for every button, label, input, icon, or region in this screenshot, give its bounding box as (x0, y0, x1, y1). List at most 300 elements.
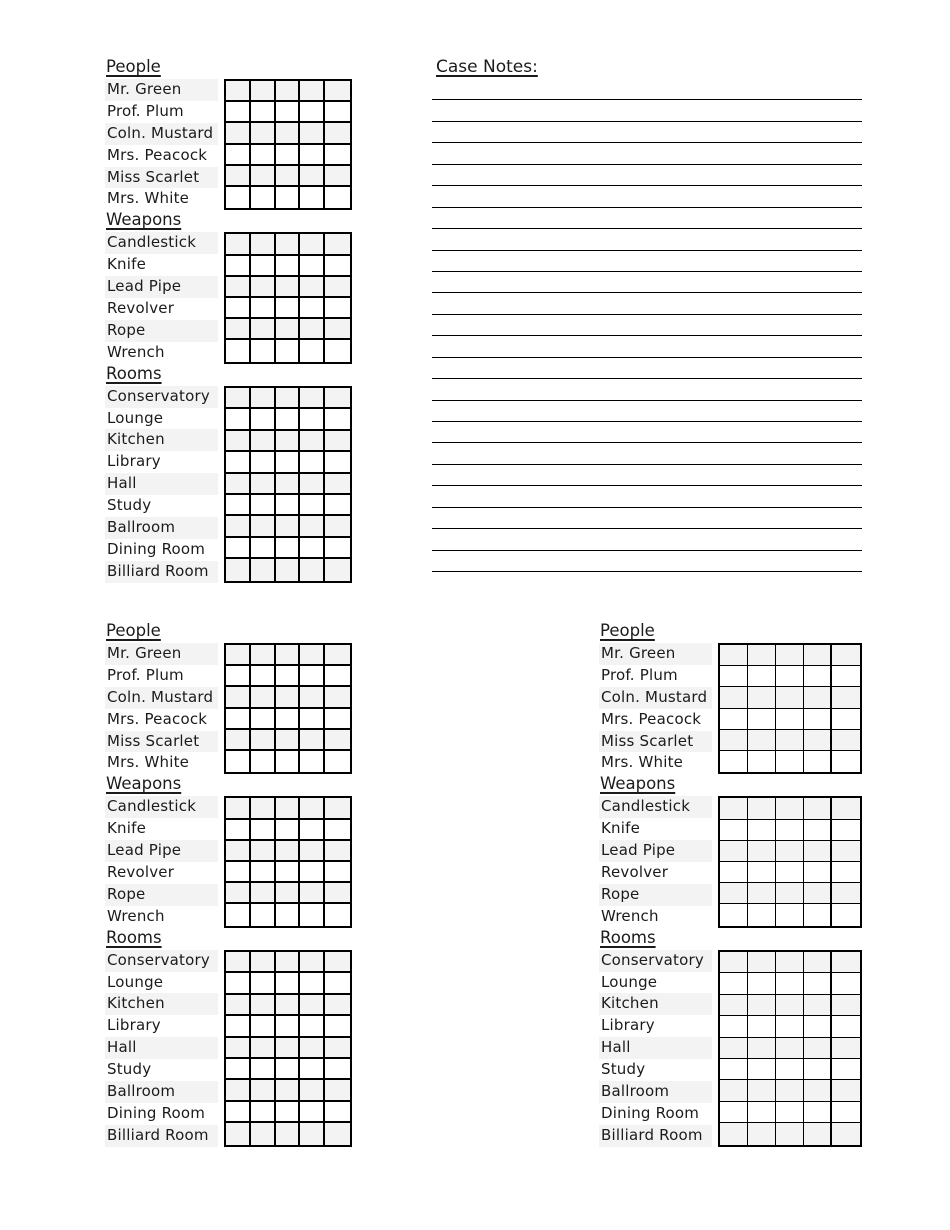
check-cell[interactable] (776, 666, 804, 687)
check-cell[interactable] (748, 841, 776, 862)
check-cell[interactable] (276, 388, 301, 409)
check-cell[interactable] (720, 1102, 748, 1123)
check-cell[interactable] (276, 452, 301, 473)
check-cell[interactable] (832, 709, 860, 730)
check-cell[interactable] (276, 516, 301, 537)
check-cell[interactable] (251, 1016, 276, 1037)
check-cell[interactable] (226, 751, 251, 772)
check-cell[interactable] (804, 952, 832, 973)
check-cell[interactable] (832, 1123, 860, 1144)
note-line[interactable] (432, 379, 862, 400)
check-cell[interactable] (804, 862, 832, 883)
check-cell[interactable] (226, 709, 251, 730)
check-cell[interactable] (325, 709, 350, 730)
check-cell[interactable] (251, 751, 276, 772)
check-cell[interactable] (804, 1016, 832, 1037)
check-cell[interactable] (325, 234, 350, 255)
check-cell[interactable] (300, 256, 325, 277)
check-cell[interactable] (251, 666, 276, 687)
check-cell[interactable] (251, 495, 276, 516)
check-cell[interactable] (226, 123, 251, 144)
check-cell[interactable] (776, 995, 804, 1016)
check-cell[interactable] (251, 709, 276, 730)
check-cell[interactable] (776, 751, 804, 772)
check-cell[interactable] (226, 820, 251, 841)
check-cell[interactable] (832, 1102, 860, 1123)
note-line[interactable] (432, 422, 862, 443)
check-cell[interactable] (251, 862, 276, 883)
check-cell[interactable] (325, 474, 350, 495)
check-cell[interactable] (748, 730, 776, 751)
check-cell[interactable] (251, 883, 276, 904)
check-cell[interactable] (325, 516, 350, 537)
check-cell[interactable] (748, 1102, 776, 1123)
check-cell[interactable] (226, 666, 251, 687)
check-cell[interactable] (251, 952, 276, 973)
note-line[interactable] (432, 358, 862, 379)
check-cell[interactable] (325, 452, 350, 473)
check-cell[interactable] (300, 516, 325, 537)
check-cell[interactable] (325, 145, 350, 166)
check-cell[interactable] (325, 81, 350, 102)
check-cell[interactable] (325, 751, 350, 772)
check-cell[interactable] (251, 277, 276, 298)
check-cell[interactable] (325, 340, 350, 361)
check-cell[interactable] (804, 1080, 832, 1101)
check-cell[interactable] (832, 820, 860, 841)
check-cell[interactable] (300, 841, 325, 862)
check-cell[interactable] (226, 883, 251, 904)
check-cell[interactable] (832, 841, 860, 862)
check-cell[interactable] (776, 1123, 804, 1144)
note-line[interactable] (432, 551, 862, 572)
check-cell[interactable] (300, 666, 325, 687)
note-line[interactable] (432, 315, 862, 336)
check-cell[interactable] (300, 798, 325, 819)
check-cell[interactable] (226, 166, 251, 187)
check-cell[interactable] (300, 452, 325, 473)
check-cell[interactable] (226, 862, 251, 883)
note-line[interactable] (432, 186, 862, 207)
check-cell[interactable] (276, 751, 301, 772)
check-cell[interactable] (325, 730, 350, 751)
note-line[interactable] (432, 465, 862, 486)
check-cell[interactable] (251, 559, 276, 580)
check-cell[interactable] (276, 431, 301, 452)
check-cell[interactable] (325, 645, 350, 666)
note-line[interactable] (432, 229, 862, 250)
check-cell[interactable] (276, 538, 301, 559)
check-cell[interactable] (300, 645, 325, 666)
check-cell[interactable] (276, 952, 301, 973)
check-cell[interactable] (226, 559, 251, 580)
check-cell[interactable] (251, 973, 276, 994)
check-cell[interactable] (720, 730, 748, 751)
check-cell[interactable] (276, 1016, 301, 1037)
note-line[interactable] (432, 401, 862, 422)
note-line[interactable] (432, 79, 862, 100)
check-cell[interactable] (776, 1016, 804, 1037)
check-cell[interactable] (325, 820, 350, 841)
check-cell[interactable] (251, 798, 276, 819)
check-cell[interactable] (300, 298, 325, 319)
check-cell[interactable] (251, 319, 276, 340)
check-cell[interactable] (276, 645, 301, 666)
check-cell[interactable] (276, 166, 301, 187)
check-cell[interactable] (226, 298, 251, 319)
check-cell[interactable] (832, 1059, 860, 1080)
check-cell[interactable] (226, 1102, 251, 1123)
check-cell[interactable] (276, 798, 301, 819)
check-cell[interactable] (251, 474, 276, 495)
check-cell[interactable] (748, 973, 776, 994)
check-cell[interactable] (276, 820, 301, 841)
check-cell[interactable] (832, 904, 860, 925)
check-cell[interactable] (276, 495, 301, 516)
check-cell[interactable] (226, 516, 251, 537)
check-cell[interactable] (325, 538, 350, 559)
check-cell[interactable] (226, 431, 251, 452)
check-cell[interactable] (226, 730, 251, 751)
check-cell[interactable] (748, 645, 776, 666)
check-cell[interactable] (251, 1038, 276, 1059)
check-cell[interactable] (276, 81, 301, 102)
check-cell[interactable] (804, 1059, 832, 1080)
check-cell[interactable] (276, 256, 301, 277)
check-cell[interactable] (300, 319, 325, 340)
note-line[interactable] (432, 486, 862, 507)
check-cell[interactable] (748, 798, 776, 819)
check-cell[interactable] (251, 904, 276, 925)
check-cell[interactable] (276, 1038, 301, 1059)
check-cell[interactable] (776, 973, 804, 994)
check-cell[interactable] (325, 904, 350, 925)
check-cell[interactable] (300, 538, 325, 559)
check-cell[interactable] (226, 841, 251, 862)
check-cell[interactable] (748, 1059, 776, 1080)
check-cell[interactable] (226, 388, 251, 409)
check-cell[interactable] (226, 495, 251, 516)
check-cell[interactable] (832, 1016, 860, 1037)
check-cell[interactable] (832, 687, 860, 708)
check-cell[interactable] (748, 666, 776, 687)
check-cell[interactable] (832, 666, 860, 687)
check-cell[interactable] (748, 820, 776, 841)
check-cell[interactable] (325, 1059, 350, 1080)
check-cell[interactable] (276, 187, 301, 208)
check-cell[interactable] (325, 409, 350, 430)
check-cell[interactable] (251, 730, 276, 751)
note-line[interactable] (432, 293, 862, 314)
check-cell[interactable] (251, 538, 276, 559)
check-cell[interactable] (300, 995, 325, 1016)
check-cell[interactable] (276, 123, 301, 144)
check-cell[interactable] (276, 102, 301, 123)
check-cell[interactable] (300, 883, 325, 904)
check-cell[interactable] (748, 1080, 776, 1101)
check-cell[interactable] (804, 666, 832, 687)
check-cell[interactable] (776, 798, 804, 819)
check-cell[interactable] (276, 474, 301, 495)
check-cell[interactable] (720, 820, 748, 841)
check-cell[interactable] (300, 559, 325, 580)
check-cell[interactable] (251, 81, 276, 102)
note-line[interactable] (432, 336, 862, 357)
note-line[interactable] (432, 208, 862, 229)
check-cell[interactable] (276, 1080, 301, 1101)
note-line[interactable] (432, 143, 862, 164)
note-line[interactable] (432, 508, 862, 529)
check-cell[interactable] (776, 841, 804, 862)
check-cell[interactable] (720, 973, 748, 994)
check-cell[interactable] (276, 340, 301, 361)
check-cell[interactable] (226, 340, 251, 361)
check-cell[interactable] (300, 277, 325, 298)
check-cell[interactable] (325, 187, 350, 208)
check-cell[interactable] (226, 277, 251, 298)
check-cell[interactable] (325, 1102, 350, 1123)
check-cell[interactable] (804, 730, 832, 751)
check-cell[interactable] (720, 883, 748, 904)
check-cell[interactable] (251, 145, 276, 166)
check-cell[interactable] (832, 973, 860, 994)
check-cell[interactable] (300, 145, 325, 166)
check-cell[interactable] (325, 431, 350, 452)
check-cell[interactable] (300, 1123, 325, 1144)
check-cell[interactable] (300, 862, 325, 883)
check-cell[interactable] (832, 1038, 860, 1059)
check-cell[interactable] (300, 952, 325, 973)
check-cell[interactable] (325, 883, 350, 904)
check-cell[interactable] (226, 1123, 251, 1144)
check-cell[interactable] (226, 995, 251, 1016)
check-cell[interactable] (720, 687, 748, 708)
check-cell[interactable] (276, 862, 301, 883)
check-cell[interactable] (300, 1102, 325, 1123)
check-cell[interactable] (226, 256, 251, 277)
check-cell[interactable] (804, 1123, 832, 1144)
check-cell[interactable] (251, 1102, 276, 1123)
check-cell[interactable] (276, 1059, 301, 1080)
note-line[interactable] (432, 100, 862, 121)
check-cell[interactable] (276, 883, 301, 904)
check-cell[interactable] (804, 841, 832, 862)
check-cell[interactable] (776, 730, 804, 751)
check-cell[interactable] (325, 798, 350, 819)
check-cell[interactable] (748, 952, 776, 973)
check-cell[interactable] (325, 995, 350, 1016)
check-cell[interactable] (748, 1123, 776, 1144)
check-cell[interactable] (720, 798, 748, 819)
check-cell[interactable] (226, 234, 251, 255)
check-cell[interactable] (748, 1016, 776, 1037)
check-cell[interactable] (776, 709, 804, 730)
check-cell[interactable] (720, 709, 748, 730)
check-cell[interactable] (276, 277, 301, 298)
check-cell[interactable] (251, 256, 276, 277)
check-cell[interactable] (748, 995, 776, 1016)
check-cell[interactable] (325, 1016, 350, 1037)
check-cell[interactable] (251, 452, 276, 473)
check-cell[interactable] (276, 730, 301, 751)
check-cell[interactable] (325, 1123, 350, 1144)
check-cell[interactable] (804, 820, 832, 841)
check-cell[interactable] (720, 995, 748, 1016)
check-cell[interactable] (251, 388, 276, 409)
check-cell[interactable] (325, 559, 350, 580)
check-cell[interactable] (276, 1123, 301, 1144)
check-cell[interactable] (251, 820, 276, 841)
check-cell[interactable] (832, 995, 860, 1016)
check-cell[interactable] (325, 841, 350, 862)
check-cell[interactable] (804, 751, 832, 772)
check-cell[interactable] (804, 904, 832, 925)
check-cell[interactable] (300, 973, 325, 994)
check-cell[interactable] (251, 409, 276, 430)
check-cell[interactable] (300, 409, 325, 430)
check-cell[interactable] (251, 1080, 276, 1101)
check-cell[interactable] (776, 820, 804, 841)
check-cell[interactable] (226, 187, 251, 208)
check-cell[interactable] (300, 820, 325, 841)
check-cell[interactable] (300, 340, 325, 361)
check-cell[interactable] (251, 516, 276, 537)
check-cell[interactable] (226, 409, 251, 430)
check-cell[interactable] (226, 1080, 251, 1101)
check-cell[interactable] (251, 166, 276, 187)
note-line[interactable] (432, 443, 862, 464)
check-cell[interactable] (832, 730, 860, 751)
check-cell[interactable] (776, 1038, 804, 1059)
check-cell[interactable] (251, 298, 276, 319)
check-cell[interactable] (251, 102, 276, 123)
check-cell[interactable] (300, 474, 325, 495)
check-cell[interactable] (748, 904, 776, 925)
check-cell[interactable] (832, 798, 860, 819)
check-cell[interactable] (804, 645, 832, 666)
check-cell[interactable] (300, 1038, 325, 1059)
check-cell[interactable] (276, 973, 301, 994)
check-cell[interactable] (776, 687, 804, 708)
check-cell[interactable] (226, 645, 251, 666)
check-cell[interactable] (300, 1016, 325, 1037)
check-cell[interactable] (276, 687, 301, 708)
check-cell[interactable] (325, 388, 350, 409)
check-cell[interactable] (300, 187, 325, 208)
note-line[interactable] (432, 251, 862, 272)
check-cell[interactable] (226, 474, 251, 495)
check-cell[interactable] (748, 862, 776, 883)
check-cell[interactable] (325, 123, 350, 144)
check-cell[interactable] (226, 1059, 251, 1080)
check-cell[interactable] (804, 995, 832, 1016)
check-cell[interactable] (720, 1016, 748, 1037)
check-cell[interactable] (748, 883, 776, 904)
check-cell[interactable] (276, 319, 301, 340)
check-cell[interactable] (804, 1038, 832, 1059)
check-cell[interactable] (325, 1080, 350, 1101)
check-cell[interactable] (226, 952, 251, 973)
check-cell[interactable] (251, 645, 276, 666)
check-cell[interactable] (832, 862, 860, 883)
check-cell[interactable] (300, 1080, 325, 1101)
check-cell[interactable] (226, 973, 251, 994)
check-cell[interactable] (325, 319, 350, 340)
check-cell[interactable] (300, 431, 325, 452)
check-cell[interactable] (300, 234, 325, 255)
check-cell[interactable] (325, 166, 350, 187)
check-cell[interactable] (720, 666, 748, 687)
check-cell[interactable] (832, 952, 860, 973)
check-cell[interactable] (325, 298, 350, 319)
check-cell[interactable] (251, 340, 276, 361)
check-cell[interactable] (776, 1102, 804, 1123)
check-cell[interactable] (325, 862, 350, 883)
check-cell[interactable] (776, 862, 804, 883)
check-cell[interactable] (325, 102, 350, 123)
check-cell[interactable] (325, 952, 350, 973)
check-cell[interactable] (226, 452, 251, 473)
check-cell[interactable] (748, 709, 776, 730)
check-cell[interactable] (251, 234, 276, 255)
check-cell[interactable] (300, 730, 325, 751)
check-cell[interactable] (832, 1080, 860, 1101)
check-cell[interactable] (251, 1059, 276, 1080)
check-cell[interactable] (804, 1102, 832, 1123)
check-cell[interactable] (226, 1038, 251, 1059)
check-cell[interactable] (804, 709, 832, 730)
check-cell[interactable] (226, 904, 251, 925)
check-cell[interactable] (325, 666, 350, 687)
check-cell[interactable] (300, 751, 325, 772)
check-cell[interactable] (300, 388, 325, 409)
check-cell[interactable] (251, 123, 276, 144)
check-cell[interactable] (325, 256, 350, 277)
check-cell[interactable] (776, 645, 804, 666)
check-cell[interactable] (720, 904, 748, 925)
check-cell[interactable] (300, 1059, 325, 1080)
check-cell[interactable] (251, 995, 276, 1016)
check-cell[interactable] (804, 973, 832, 994)
check-cell[interactable] (276, 145, 301, 166)
check-cell[interactable] (276, 1102, 301, 1123)
check-cell[interactable] (251, 187, 276, 208)
check-cell[interactable] (226, 145, 251, 166)
check-cell[interactable] (720, 751, 748, 772)
check-cell[interactable] (300, 495, 325, 516)
check-cell[interactable] (300, 904, 325, 925)
check-cell[interactable] (720, 862, 748, 883)
check-cell[interactable] (325, 1038, 350, 1059)
check-cell[interactable] (276, 298, 301, 319)
check-cell[interactable] (300, 166, 325, 187)
check-cell[interactable] (776, 883, 804, 904)
check-cell[interactable] (776, 1080, 804, 1101)
check-cell[interactable] (325, 277, 350, 298)
check-cell[interactable] (720, 1059, 748, 1080)
note-line[interactable] (432, 122, 862, 143)
check-cell[interactable] (748, 1038, 776, 1059)
check-cell[interactable] (720, 952, 748, 973)
note-line[interactable] (432, 529, 862, 550)
check-cell[interactable] (251, 1123, 276, 1144)
check-cell[interactable] (226, 687, 251, 708)
check-cell[interactable] (300, 123, 325, 144)
check-cell[interactable] (832, 751, 860, 772)
check-cell[interactable] (720, 1123, 748, 1144)
check-cell[interactable] (776, 952, 804, 973)
check-cell[interactable] (226, 538, 251, 559)
